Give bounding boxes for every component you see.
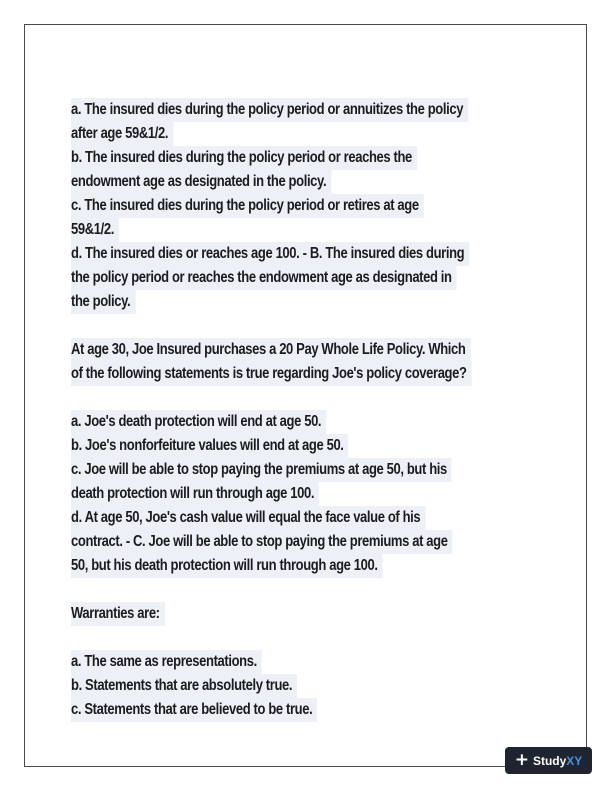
text-line: 59&1/2. bbox=[71, 218, 119, 242]
question-line: At age 30, Joe Insured purchases a 20 Pay Whole Life Policy. Which bbox=[71, 338, 471, 362]
brand-logo bbox=[533, 755, 582, 767]
document-content bbox=[71, 98, 551, 722]
paragraph-gap bbox=[71, 578, 551, 602]
text-line: c. Joe will be able to stop paying the premiums at age 50, but his bbox=[71, 458, 452, 482]
brand-xy-text: XY bbox=[566, 753, 583, 768]
text-line: endowment age as designated in the policy. bbox=[71, 170, 331, 194]
text-line: d. The insured dies or reaches age 100. - B. The insured dies during bbox=[71, 242, 469, 266]
text-line: death protection will run through age 100. bbox=[71, 482, 319, 506]
text-line: d. At age 50, Joe's cash value will equal the face value of his bbox=[71, 506, 425, 530]
text-line: contract. - C. Joe will be able to stop paying the premiums at age bbox=[71, 530, 453, 554]
paragraph-gap bbox=[71, 386, 551, 410]
text-line: the policy. bbox=[71, 290, 135, 314]
text-line: after age 59&1/2. bbox=[71, 122, 173, 146]
text-line: b. Joe's nonforfeiture values will end at age 50. bbox=[71, 434, 349, 458]
text-line: c. Statements that are believed to be true. bbox=[71, 698, 317, 722]
text-line: a. The same as representations. bbox=[71, 650, 262, 674]
paragraph-gap bbox=[71, 626, 551, 650]
text-line: a. The insured dies during the policy period or annuitizes the policy bbox=[71, 98, 468, 122]
text-line: the policy period or reaches the endowment age as designated in bbox=[71, 266, 457, 290]
question-line: of the following statements is true regarding Joe's policy coverage? bbox=[71, 362, 472, 386]
text-line: c. The insured dies during the policy period or retires at age bbox=[71, 194, 424, 218]
question-line: Warranties are: bbox=[71, 602, 165, 626]
text-line: 50, but his death protection will run through age 100. bbox=[71, 554, 383, 578]
text-line: b. The insured dies during the policy period or reaches the bbox=[71, 146, 417, 170]
text-line: b. Statements that are absolutely true. bbox=[71, 674, 297, 698]
paragraph-gap bbox=[71, 314, 551, 338]
brand-study-text: Study bbox=[532, 753, 567, 768]
plus-icon: + bbox=[514, 750, 529, 770]
studyxy-badge[interactable] bbox=[505, 747, 592, 774]
text-line: a. Joe's death protection will end at age 50. bbox=[71, 410, 326, 434]
